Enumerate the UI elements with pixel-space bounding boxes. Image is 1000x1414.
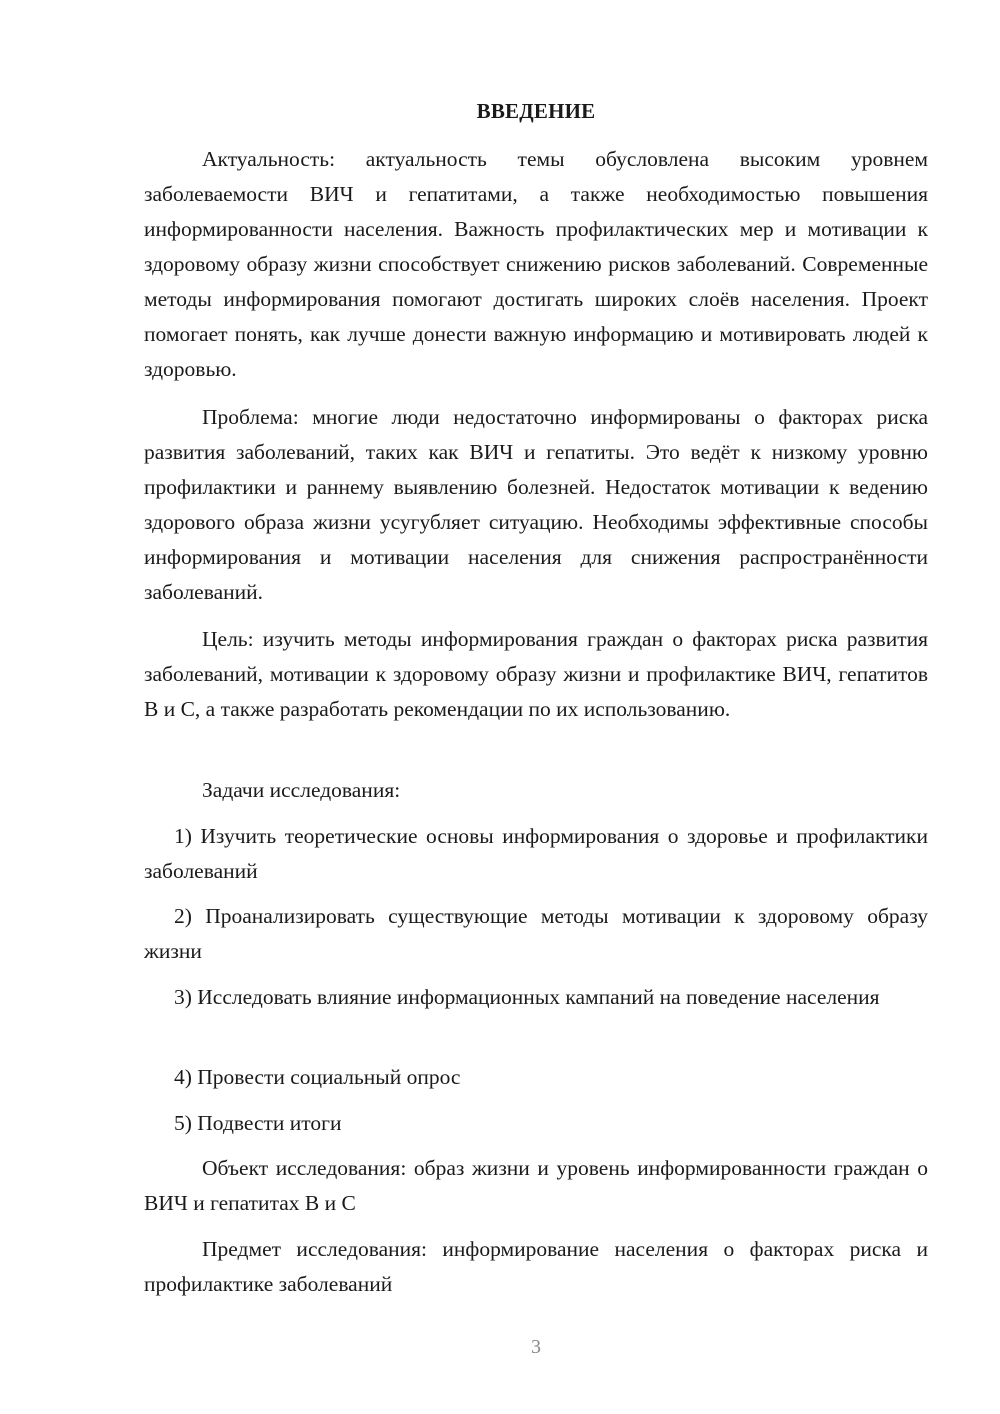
task-item-4: 4) Провести социальный опрос (174, 1065, 461, 1089)
goal-paragraph: Цель: изучить методы информирования граждан о факторах риска развития заболеваний, мотивации к здоровому образу жизни и профилактике ВИЧ, гепатитов В и С, а также разработать рекомендации по их использованию. (144, 627, 928, 721)
task-item-2: 2) Проанализировать существующие методы мотивации к здоровому образу жизни (144, 904, 928, 963)
problem-paragraph: Проблема: многие люди недостаточно информированы о факторах риска развития заболеваний, таких как ВИЧ и гепатиты. Это ведёт к низкому уровню профилактики и раннему выявлению болезней. Недостаток мотивации к ведению здорового образа жизни усугубляет ситуацию. Необходимы эффективные способы информирования и мотивации населения для снижения распространённости заболеваний. (144, 405, 928, 604)
object-paragraph: Объект исследования: образ жизни и уровень информированности граждан о ВИЧ и гепатитах В и С (144, 1156, 928, 1215)
relevance-paragraph: Актуальность: актуальность темы обусловлена высоким уровнем заболеваемости ВИЧ и гепатитами, а также необходимостью повышения информированности населения. Важность профилактических мер и мотивации к здоровому образу жизни способствует снижению рисков заболеваний. Современные методы информирования помогают достигать широких слоёв населения. Проект помогает понять, как лучше донести важную информацию и мотивировать людей к здоровью. (144, 147, 928, 381)
subject-paragraph: Предмет исследования: информирование населения о факторах риска и профилактике заболеваний (144, 1237, 928, 1296)
page-number: 3 (531, 1336, 541, 1358)
page-title: ВВЕДЕНИЕ (476, 99, 596, 123)
task-item-3: 3) Исследовать влияние информационных кампаний на поведение населения (174, 985, 880, 1009)
task-item-1: 1) Изучить теоретические основы информирования о здоровье и профилактики заболеваний (144, 824, 928, 883)
tasks-heading: Задачи исследования: (202, 778, 401, 802)
task-item-5: 5) Подвести итоги (174, 1111, 342, 1135)
